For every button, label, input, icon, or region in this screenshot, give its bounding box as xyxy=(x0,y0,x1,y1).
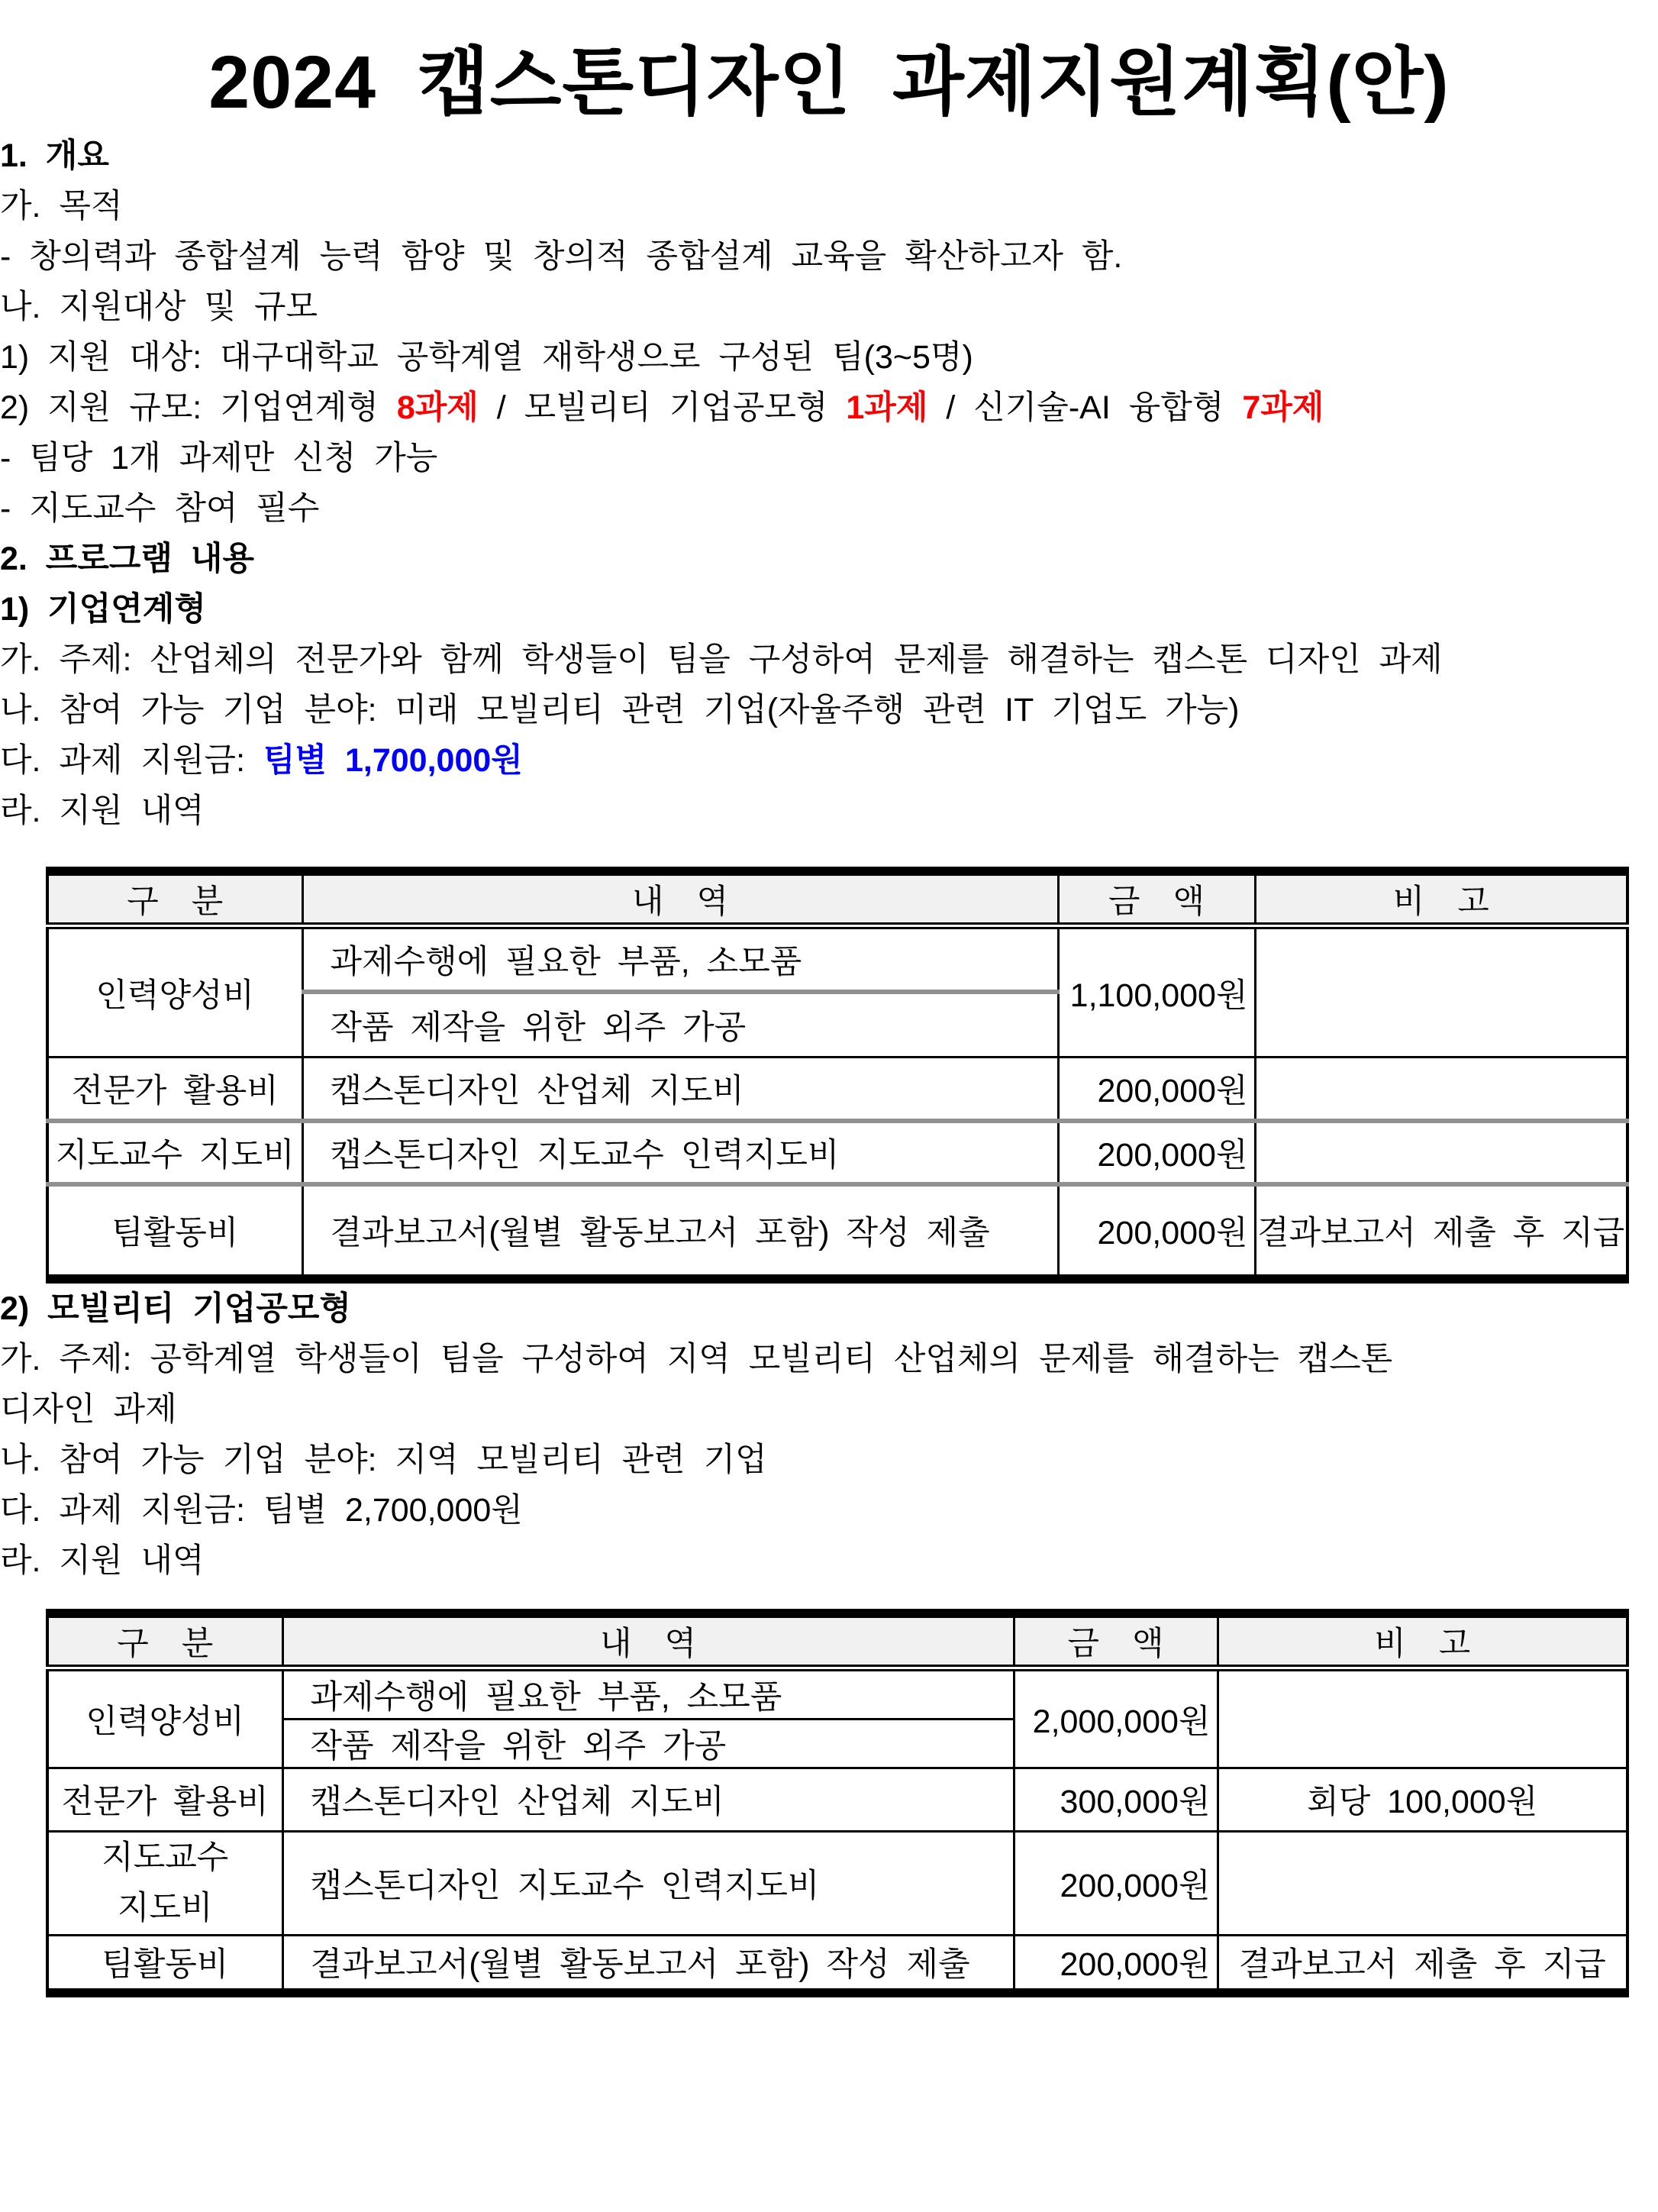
corporate-companies: 나. 참여 가능 기업 분야: 미래 모빌리티 관련 기업(자율주행 관련 IT 기업도 가능) xyxy=(0,692,1240,729)
program-heading: 2. 프로그램 내용 xyxy=(0,541,254,578)
cell-amount: 2,000,000원 xyxy=(1014,1668,1218,1768)
scale-separator-2: / 신기술-AI 융합형 xyxy=(927,389,1243,427)
cell-detail: 결과보고서(월별 활동보고서 포함) 작성 제출 xyxy=(282,1935,1014,1993)
header-amount: 금 액 xyxy=(1014,1613,1218,1668)
cell-amount: 200,000원 xyxy=(1014,1831,1218,1935)
cell-detail: 캡스톤디자인 지도교수 인력지도비 xyxy=(282,1831,1014,1935)
cell-category: 팀활동비 xyxy=(47,1935,282,1993)
category-line-1: 지도교수 xyxy=(102,1839,229,1877)
mobility-heading: 2) 모빌리티 기업공모형 xyxy=(0,1290,351,1327)
cell-note: 결과보고서 제출 후 지급 xyxy=(1255,1184,1627,1279)
cell-amount: 300,000원 xyxy=(1014,1768,1218,1831)
cell-category xyxy=(47,1831,282,1935)
table-row xyxy=(47,1668,1627,1719)
scale-count-corporate: 8과제 xyxy=(396,389,479,427)
header-detail: 내 역 xyxy=(302,871,1058,926)
mobility-grant: 다. 과제 지원금: 팀별 2,700,000원 xyxy=(0,1491,523,1529)
overview-support-target: 1) 지원 대상: 대구대학교 공학계열 재학생으로 구성된 팀(3~5명) xyxy=(0,339,973,376)
cell-detail: 작품 제작을 위한 외주 가공 xyxy=(302,992,1058,1058)
table-row xyxy=(47,1121,1627,1184)
cell-note xyxy=(1218,1831,1627,1935)
overview-heading: 1. 개요 xyxy=(0,137,109,175)
cell-detail: 캡스톤디자인 산업체 지도비 xyxy=(302,1058,1058,1121)
header-detail: 내 역 xyxy=(282,1613,1014,1668)
cell-note xyxy=(1255,926,1627,1058)
cell-category: 지도교수 지도비 xyxy=(47,1121,302,1184)
document-title: 2024 캡스톤디자인 과제지원계획(안) xyxy=(208,40,1450,124)
cell-category: 전문가 활용비 xyxy=(47,1768,282,1831)
cell-detail: 과제수행에 필요한 부품, 소모품 xyxy=(282,1668,1014,1719)
overview-support-scale xyxy=(0,383,1658,433)
cell-category: 팀활동비 xyxy=(47,1184,302,1279)
overview-note-advisor: - 지도교수 참여 필수 xyxy=(0,490,320,528)
mobility-support-table xyxy=(46,1609,1629,1998)
cell-amount: 200,000원 xyxy=(1014,1935,1218,1993)
table-row xyxy=(47,1768,1627,1831)
scale-count-mobility: 1과제 xyxy=(846,389,928,427)
cell-detail: 작품 제작을 위한 외주 가공 xyxy=(282,1719,1014,1768)
cell-note xyxy=(1218,1668,1627,1768)
overview-note-one-project: - 팀당 1개 과제만 신청 가능 xyxy=(0,440,438,477)
corporate-support-table xyxy=(46,867,1629,1284)
mobility-detail-label: 라. 지원 내역 xyxy=(0,1542,205,1579)
scale-separator-1: / 모빌리티 기업공모형 xyxy=(478,389,847,427)
cell-detail: 캡스톤디자인 산업체 지도비 xyxy=(282,1768,1014,1831)
table-row xyxy=(47,1058,1627,1121)
header-note: 비 고 xyxy=(1218,1613,1627,1668)
cell-detail: 캡스톤디자인 지도교수 인력지도비 xyxy=(302,1121,1058,1184)
table-row xyxy=(47,926,1627,992)
corporate-detail-label: 라. 지원 내역 xyxy=(0,793,205,830)
cell-category: 전문가 활용비 xyxy=(47,1058,302,1121)
cell-amount: 200,000원 xyxy=(1058,1121,1255,1184)
scale-prefix: 2) 지원 규모: 기업연계형 xyxy=(0,389,397,427)
corporate-grant-line xyxy=(0,735,1658,786)
cell-amount: 1,100,000원 xyxy=(1058,926,1255,1058)
corporate-heading: 1) 기업연계형 xyxy=(0,591,206,628)
mobility-companies: 나. 참여 가능 기업 분야: 지역 모빌리티 관련 기업 xyxy=(0,1441,767,1478)
scale-count-newtech: 7과제 xyxy=(1242,389,1324,427)
table-row xyxy=(47,1935,1627,1993)
cell-amount: 200,000원 xyxy=(1058,1184,1255,1279)
header-category: 구 분 xyxy=(47,871,302,926)
overview-purpose-label: 가. 목적 xyxy=(0,188,123,225)
table-row xyxy=(47,1831,1627,1935)
header-category: 구 분 xyxy=(47,1613,282,1668)
table-row xyxy=(47,1184,1627,1279)
corporate-grant-label: 다. 과제 지원금: xyxy=(0,742,263,780)
overview-purpose-text: - 창의력과 종합설계 능력 함양 및 창의적 종합설계 교육을 확산하고자 함. xyxy=(0,238,1123,276)
header-amount: 금 액 xyxy=(1058,871,1255,926)
header-note: 비 고 xyxy=(1255,871,1627,926)
cell-amount: 200,000원 xyxy=(1058,1058,1255,1121)
cell-note: 결과보고서 제출 후 지급 xyxy=(1218,1935,1627,1993)
cell-note: 회당 100,000원 xyxy=(1218,1768,1627,1831)
mobility-topic-line1: 가. 주제: 공학계열 학생들이 팀을 구성하여 지역 모빌리티 산업체의 문제를 해결하는 캡스톤 xyxy=(0,1340,1393,1377)
category-line-2: 지도비 xyxy=(117,1890,213,1927)
mobility-topic-line2: 디자인 과제 xyxy=(0,1390,177,1428)
cell-category: 인력양성비 xyxy=(47,1668,282,1768)
cell-detail: 결과보고서(월별 활동보고서 포함) 작성 제출 xyxy=(302,1184,1058,1279)
cell-category: 인력양성비 xyxy=(47,926,302,1058)
cell-note xyxy=(1255,1121,1627,1184)
table-header-row xyxy=(47,871,1627,926)
cell-note xyxy=(1255,1058,1627,1121)
corporate-topic: 가. 주제: 산업체의 전문가와 함께 학생들이 팀을 구성하여 문제를 해결하는 캡스톤 디자인 과제 xyxy=(0,641,1443,679)
table-header-row xyxy=(47,1613,1627,1668)
cell-detail: 과제수행에 필요한 부품, 소모품 xyxy=(302,926,1058,992)
corporate-grant-amount: 팀별 1,700,000원 xyxy=(263,742,523,780)
overview-support-label: 나. 지원대상 및 규모 xyxy=(0,289,318,326)
